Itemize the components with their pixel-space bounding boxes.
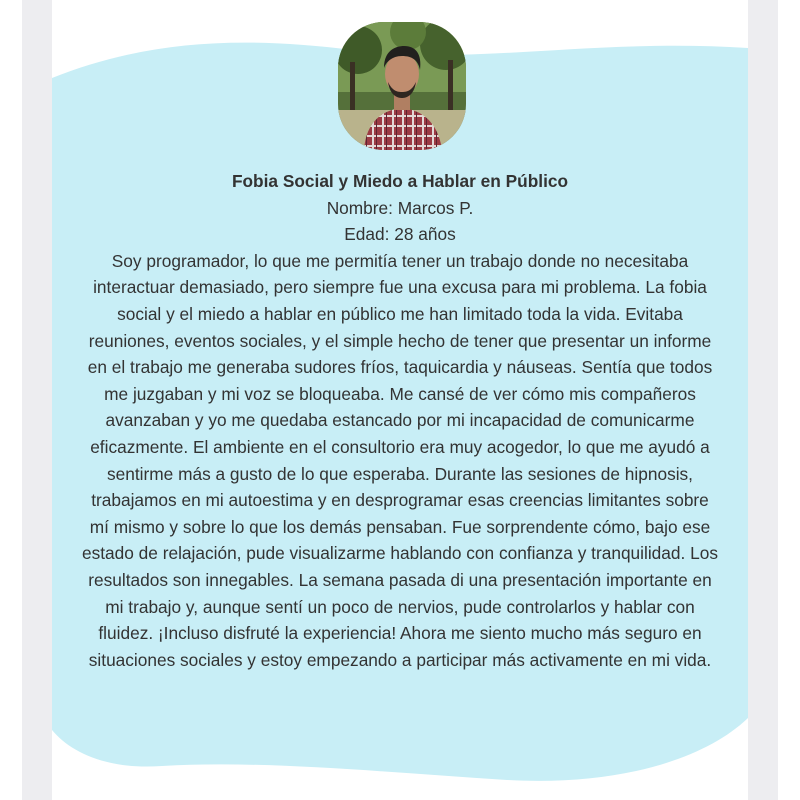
avatar (338, 22, 466, 150)
testimonial-name: Nombre: Marcos P. (326, 197, 474, 218)
testimonial-title: Fobia Social y Miedo a Hablar en Público (231, 171, 569, 191)
testimonial-story: Soy programador, lo que me permitía tener un trabajo donde no necesitaba interactuar demasiado, pero siempre fue una excusa para mi problema. La fobia social y el miedo a hablar en público me han limitado toda la vida. Evitaba reuniones, eventos sociales, y el simple hecho de tener que presentar un informe en el trabajo me generaba sudores fríos, taquicardia y náuseas. Sentía que todos me juzgaban y mi voz se bloqueaba. Me cansé de ver cómo mis compañeros avanzaban y yo me quedaba estancado por mi incapacidad de comunicarme eficazmente. El ambiente en el consultorio era muy acogedor, lo que me ayudó a sentirme más a gusto de lo que esperaba. Durante las sesiones de hipnosis, trabajamos en mi autoestima y en desprogramar esas creencias limitantes sobre mí mismo y sobre lo que los demás pensaban. Fue sorprendente cómo, bajo ese estado de relajación, pude visualizarme hablando con confianza y tranquilidad. Los resultados son innegables. La semana pasada di una presentación importante en mi trabajo y, aunque sentí un poco de nervios, pude controlarlos y hablar con fluidez. ¡Incluso disfruté la experiencia! Ahora me siento mucho más seguro en situaciones sociales y estoy empezando a participar más activamente en mi vida. (82, 250, 718, 670)
profile-photo (338, 22, 466, 150)
testimonial-age: Edad: 28 años (344, 224, 456, 245)
left-gutter (22, 0, 52, 800)
testimonial-content (82, 168, 718, 673)
right-gutter (748, 0, 778, 800)
testimonial-card (52, 0, 748, 800)
